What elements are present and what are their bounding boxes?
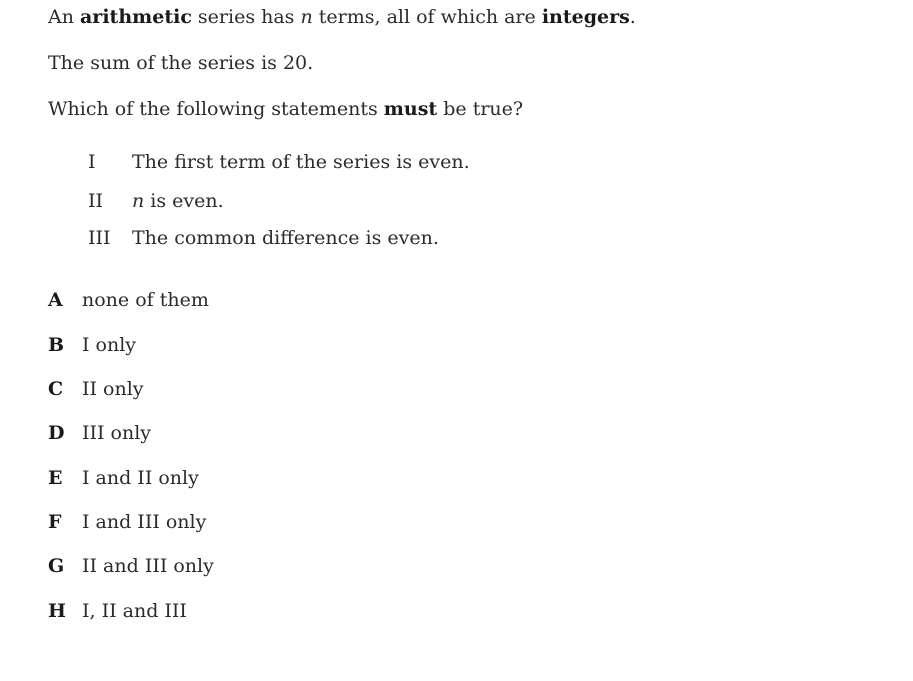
option-letter: G xyxy=(48,555,65,577)
statement-text xyxy=(132,189,224,213)
option-letter: C xyxy=(48,378,64,400)
statement-label: I xyxy=(88,151,96,173)
question-page xyxy=(48,0,913,681)
statement-label: III xyxy=(88,227,111,249)
intro-text-1: An xyxy=(48,6,80,28)
statement-text: The common difference is even. xyxy=(132,227,439,249)
prompt-text-2: be true? xyxy=(437,98,524,120)
option-letter: E xyxy=(48,467,63,489)
statement-label: II xyxy=(88,190,104,212)
prompt-text-1: Which of the following statements xyxy=(48,98,384,120)
statement-text: The first term of the series is even. xyxy=(132,151,470,173)
option-text: II and III only xyxy=(82,555,214,577)
option-text: I only xyxy=(82,334,137,356)
option-text: none of them xyxy=(82,289,209,311)
option-letter: H xyxy=(48,600,66,622)
option-text: I, II and III xyxy=(82,600,187,622)
intro-text-4: . xyxy=(629,6,636,28)
intro-bold-arithmetic: arithmetic xyxy=(80,6,192,28)
question-prompt xyxy=(48,97,523,121)
option-letter: F xyxy=(48,511,62,533)
option-text: I and II only xyxy=(82,467,199,489)
statement-variable-n: n xyxy=(132,190,145,212)
statement-text-rest: is even. xyxy=(144,190,224,212)
prompt-bold-must: must xyxy=(383,98,438,120)
option-text: I and III only xyxy=(82,511,207,533)
option-text: II only xyxy=(82,378,144,400)
intro-bold-integers: integers xyxy=(541,6,630,28)
option-letter: A xyxy=(48,289,63,311)
option-text: III only xyxy=(82,422,152,444)
intro-text-3: terms, all of which are xyxy=(312,6,542,28)
option-letter: D xyxy=(48,422,65,444)
question-intro xyxy=(48,5,636,29)
intro-variable-n: n xyxy=(300,6,313,28)
question-sum: The sum of the series is 20. xyxy=(48,52,314,74)
intro-text-2: series has xyxy=(191,6,301,28)
option-letter: B xyxy=(48,334,65,356)
